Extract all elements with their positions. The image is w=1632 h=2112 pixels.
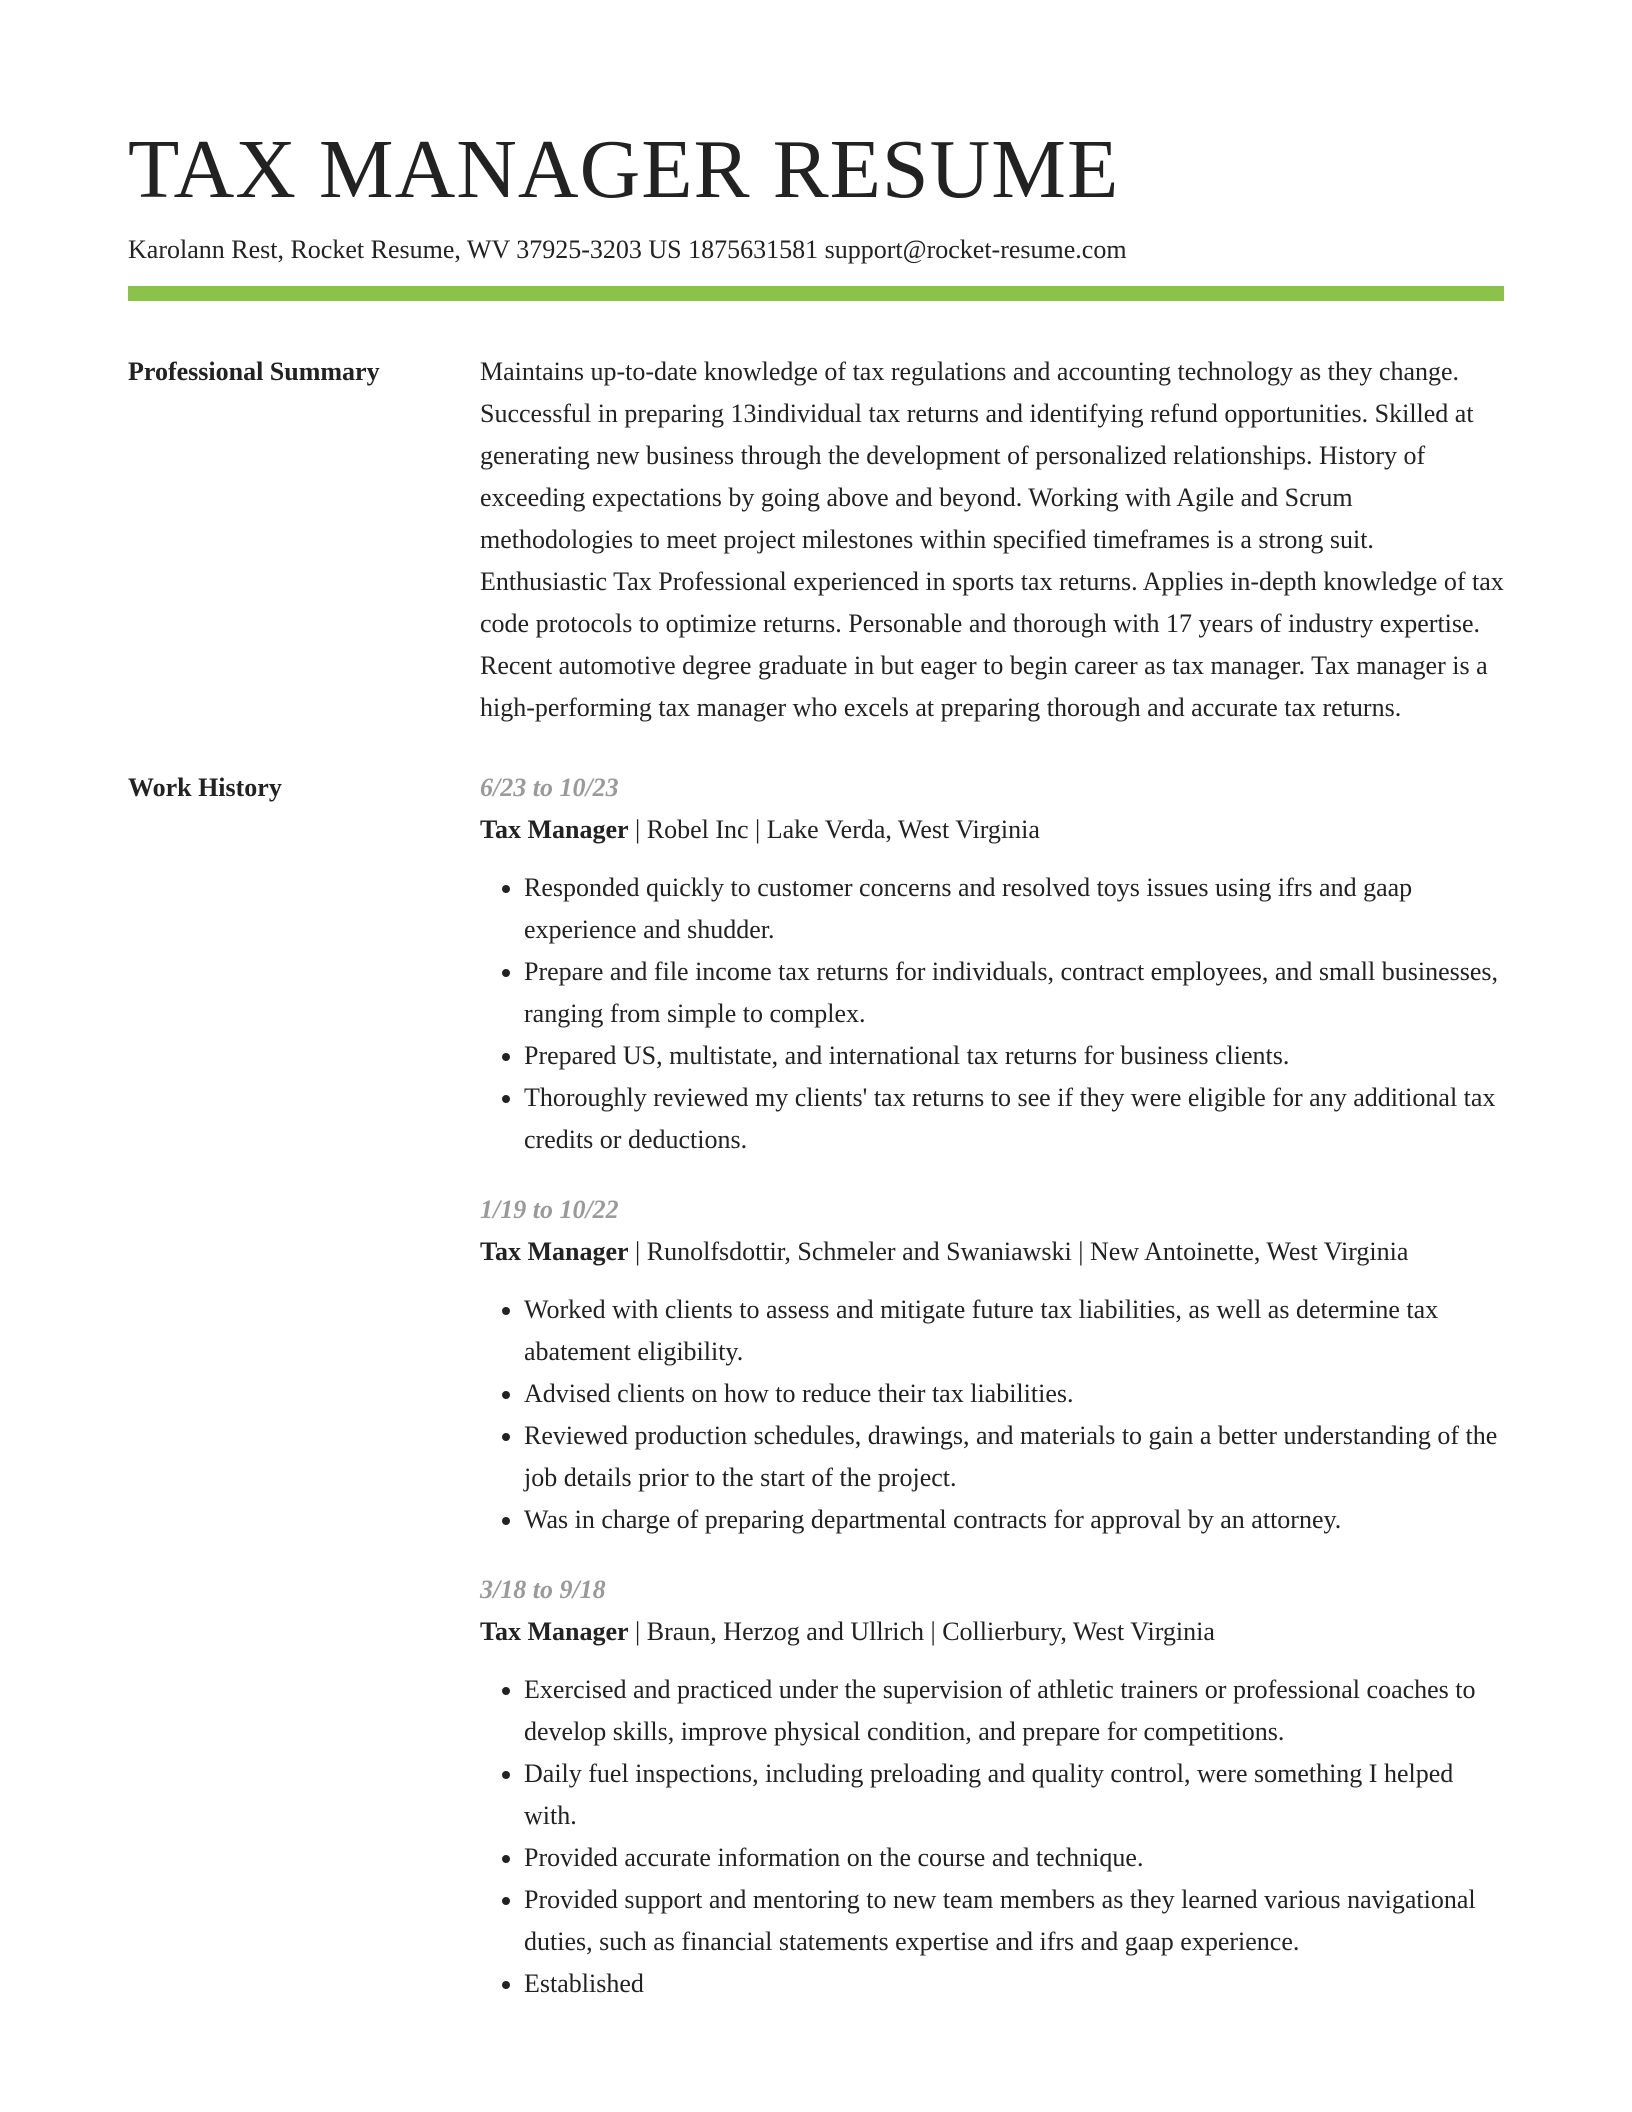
job-bullets (480, 867, 1504, 1161)
professional-summary-section (128, 351, 1504, 729)
job-bullet: • Prepared US, multistate, and international tax returns for business clients. (524, 1035, 1504, 1077)
job-entry (480, 1189, 1504, 1541)
accent-divider (128, 286, 1504, 301)
work-history-section (128, 767, 1504, 2005)
summary-body (480, 351, 1504, 729)
job-title: Tax Manager (480, 1237, 629, 1266)
job-title: Tax Manager (480, 815, 629, 844)
job-bullet: • Advised clients on how to reduce their tax liabilities. (524, 1373, 1504, 1415)
job-details: | Runolfsdottir, Schmeler and Swaniawski | New Antoinette, West Virginia (628, 1237, 1409, 1266)
job-bullet: • Provided accurate information on the course and technique. (524, 1837, 1504, 1879)
job-dates: 1/19 to 10/22 (480, 1195, 619, 1224)
work-history-heading: Work History (128, 773, 282, 802)
job-bullet: • Prepare and file income tax returns for individuals, contract employees, and small businesses, ranging from simple to complex. (524, 951, 1504, 1035)
job-heading (480, 809, 1504, 851)
job-heading (480, 1611, 1504, 1653)
summary-heading: Professional Summary (128, 357, 380, 386)
job-bullet: • Provided support and mentoring to new team members as they learned various navigational duties, such as financial statements expertise and ifrs and gaap experience. (524, 1879, 1504, 1963)
summary-text: Maintains up-to-date knowledge of tax regulations and accounting technology as they change. Successful in preparing 13individual tax returns and identifying refund opportunities. Skilled at generating new business through the development of personalized relationships. History of exceeding expectations by going above and beyond. Working with Agile and Scrum methodologies to meet project milestones within specified timeframes is a strong suit. Enthusiastic Tax Professional experienced in sports tax returns. Applies in-depth knowledge of tax code protocols to optimize returns. Personable and thorough with 17 years of industry expertise. Recent automotive degree graduate in but eager to begin career as tax manager. Tax manager is a high-performing tax manager who excels at preparing thorough and accurate tax returns. (480, 357, 1504, 722)
job-bullet: • Thoroughly reviewed my clients' tax returns to see if they were eligible for any additional tax credits or deductions. (524, 1077, 1504, 1161)
resume-title: TAX MANAGER RESUME (128, 123, 1120, 216)
work-history-body (480, 767, 1504, 2005)
job-bullet: • Daily fuel inspections, including preloading and quality control, were something I helped with. (524, 1753, 1504, 1837)
job-bullet: • Responded quickly to customer concerns and resolved toys issues using ifrs and gaap experience and shudder. (524, 867, 1504, 951)
job-details: | Robel Inc | Lake Verda, West Virginia (628, 815, 1040, 844)
job-bullet: • Exercised and practiced under the supervision of athletic trainers or professional coaches to develop skills, improve physical condition, and prepare for competitions. (524, 1669, 1504, 1753)
job-bullets (480, 1289, 1504, 1541)
job-details: | Braun, Herzog and Ullrich | Collierbury, West Virginia (628, 1617, 1215, 1646)
job-bullet: • Worked with clients to assess and mitigate future tax liabilities, as well as determine tax abatement eligibility. (524, 1289, 1504, 1373)
job-bullet: • Reviewed production schedules, drawings, and materials to gain a better understanding of the job details prior to the start of the project. (524, 1415, 1504, 1499)
job-dates: 6/23 to 10/23 (480, 773, 619, 802)
job-title: Tax Manager (480, 1617, 629, 1646)
job-bullet: • Established (524, 1963, 1504, 2005)
contact-line: Karolann Rest, Rocket Resume, WV 37925-3203 US 1875631581 support@rocket-resume.com (128, 235, 1127, 264)
job-entry (480, 1569, 1504, 2005)
resume-page (128, 120, 1504, 2005)
job-bullets (480, 1669, 1504, 2005)
job-dates: 3/18 to 9/18 (480, 1575, 606, 1604)
job-heading (480, 1231, 1504, 1273)
job-bullet: • Was in charge of preparing departmental contracts for approval by an attorney. (524, 1499, 1504, 1541)
job-entry (480, 767, 1504, 1161)
